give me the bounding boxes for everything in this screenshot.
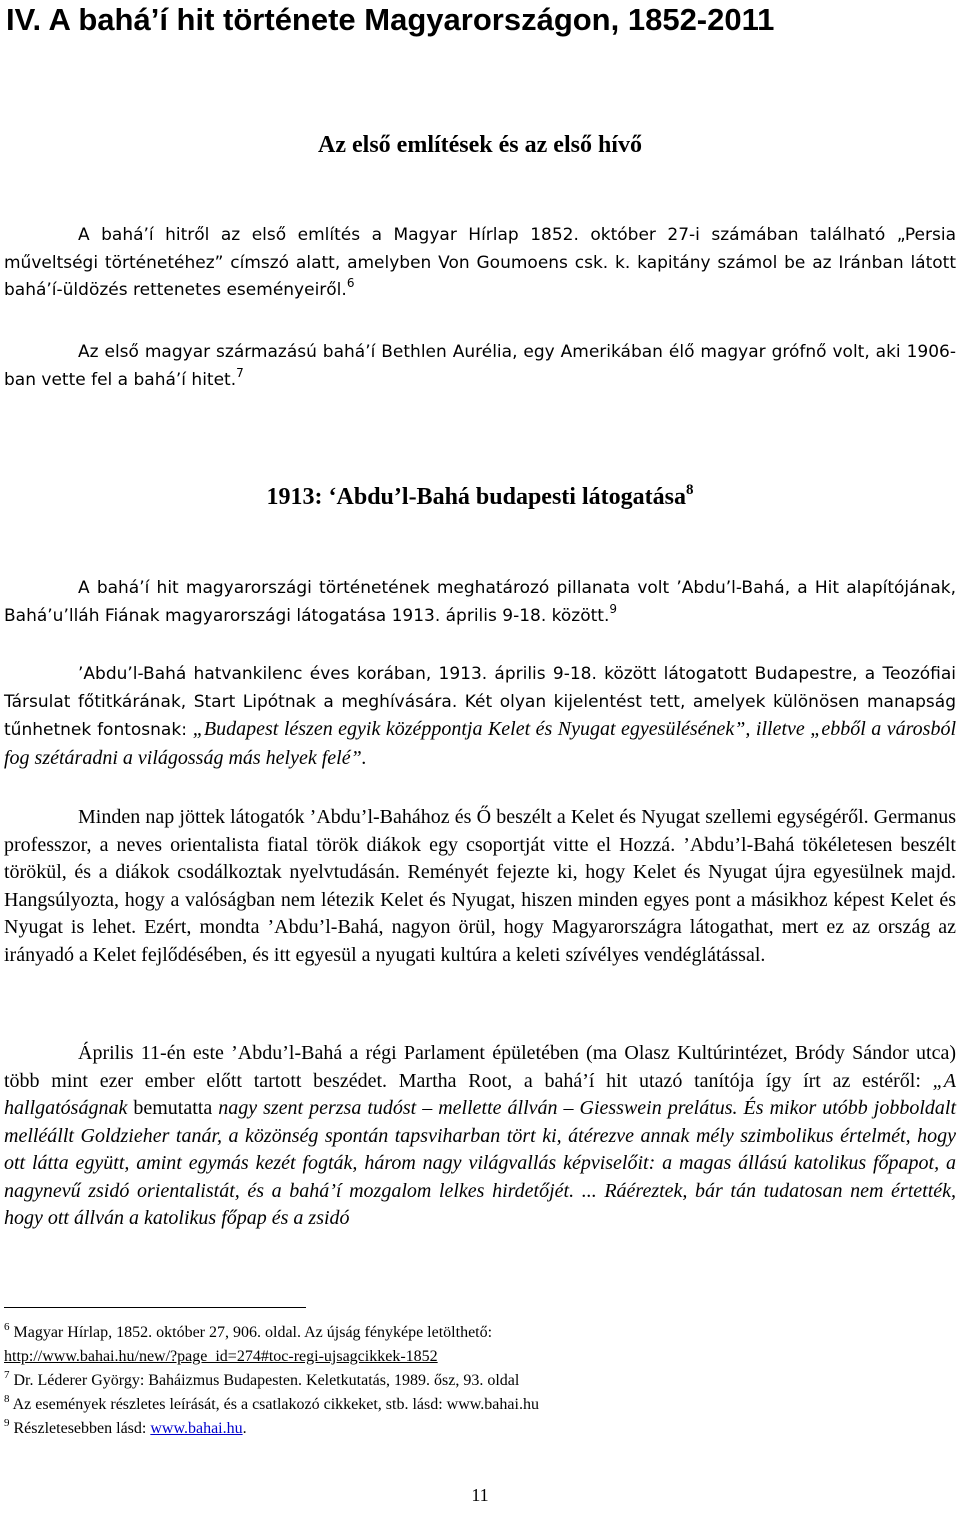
footnote-9: [4, 1419, 954, 1439]
paragraph-text: Április 11-én este ’Abdu’l-Bahá a régi Parlament épületében (ma Olasz Kultúrintézet, Bródy Sándor utca) több mint ezer ember előtt tartott beszédet. Martha Root, a bahá’í hit utazó tanítója így írt az estéről:: [4, 1042, 956, 1092]
footnote-number: 6: [4, 1321, 10, 1333]
section-title-first-mentions: Az első említések és az első hívő: [318, 132, 642, 158]
footnote-text: Részletesebben lásd:: [13, 1420, 151, 1437]
paragraph-text: , illetve: [745, 718, 811, 740]
paragraph-daily-visitors: Minden nap jöttek látogatók ’Abdu’l-Bahához és Ő beszélt a Kelet és Nyugat szellemi egységéről. Germanus professzor, a neves orientalista fiatal török diákok egy csoportját vitte el Hozzá. ’Abdu’l-Bahá tökéletesen beszélt törökül, és a diákok csodálkoztak nyelvtudásán. Reményét fejezte ki, hogy Kelet és Nyugat újra egyesülnek majd. Hangsúlyozta, hogy a valóságban nem létezik Kelet és Nyugat, hiszen minden egyes pont a másikhoz képest Kelet és Nyugat is lehet. Ezért, mondta ’Abdu’l-Bahá, nagyon örül, hogy Magyarországra látogathat, mert ez az ország az irányadó a Kelet fejlődésében, és itt egyesül a nyugati kultúra a keleti szívélyes vendéglátással.: [4, 806, 956, 966]
footnote-separator: [4, 1307, 306, 1308]
footnote-8: [4, 1395, 954, 1415]
footnote-ref-7[interactable]: 7: [236, 365, 244, 380]
footnote-6: [4, 1323, 954, 1343]
paragraph-visit-budapest: [4, 661, 956, 773]
section-title-text: 1913: ‘Abdu’l-Bahá budapesti látogatása: [266, 484, 686, 510]
paragraph-text: Az első magyar származású bahá’í Bethlen Aurélia, egy Amerikában élő magyar grófnő volt, aki 1906-ban vette fel a bahá’í hitet.: [4, 342, 956, 390]
quote-budapest-center: „Budapest lészen egyik középpontja Kelet és Nyugat egyesülésének”: [192, 718, 746, 740]
paragraph-parliament-speech: [4, 1040, 956, 1233]
footnote-ref-8[interactable]: 8: [685, 482, 694, 498]
footnote-number: 8: [4, 1393, 10, 1405]
quote-light-spread: „ebből a városból fog szétáradni a világosság más helyek felé”: [4, 718, 956, 769]
footnote-link[interactable]: www.bahai.hu: [150, 1420, 243, 1437]
footnote-text: Dr. Léderer György: Baháizmus Budapesten. Keletkutatás, 1989. ősz, 93. oldal: [13, 1372, 520, 1389]
quote-martha-root-cont: nagy szent perzsa tudóst – mellette állván – Giesswein prelátus. És mikor utóbb jobboldalt melléállt Goldzieher tanár, a közönség spontán tapsviharban tört ki, átérezve annak mély szimbolikus értelmét, hogy ott látta együtt, amint egymás kezét fogták, három nagy világvallás képviselőit: a magas állású katolikus főpapot, a nagynevű zsidó orientalistát, és a bahá’í mozgalom lelkes hirdetőjét. ... Ráéreztek, bár tán tudatosan nem értették, hogy ott állván a katolikus főpap és a zsidó: [4, 1097, 957, 1229]
footnote-text: .: [242, 1420, 247, 1437]
paragraph-text: A bahá’í hitről az első említés a Magyar Hírlap 1852. október 27-i számában található „Persia műveltségi történetéhez” címszó alatt, amelyben Von Goumoens csk. k. kapitány számol be az Iránban látott bahá’í-üldözés rettenetes eseményeiről.: [4, 225, 956, 300]
footnote-6-url: [4, 1347, 954, 1367]
paragraph-first-believer: [4, 339, 956, 394]
footnote-number: 9: [4, 1417, 10, 1429]
paragraph-first-mention: [4, 222, 956, 305]
footnote-ref-6[interactable]: 6: [346, 276, 355, 290]
paragraph-defining-moment: [4, 575, 956, 630]
quote-martha-root: „A hallgatóságnak: [4, 1069, 956, 1119]
footnote-7: [4, 1371, 954, 1391]
footnote-text: Magyar Hírlap, 1852. október 27, 906. oldal. Az újság fényképe letölthető:: [13, 1324, 493, 1341]
footnote-text: Az események részletes leírását, és a csatlakozó cikkeket, stb. lásd: www.bahai.hu: [12, 1396, 539, 1413]
paragraph-text: ’Abdu’l-Bahá hatvankilenc éves korában, 1913. április 9-18. között látogatott Budapestre, a Teozófiai Társulat főtitkárának, Start Lipótnak a meghívására. Két olyan kijelentést tett, amelyek különösen manapság tűnhetnek fontosnak:: [4, 664, 956, 740]
footnote-ref-9[interactable]: 9: [609, 601, 617, 616]
paragraph-text: bemutatta: [127, 1097, 219, 1119]
page-number: 11: [471, 1485, 489, 1505]
footnote-number: 7: [4, 1369, 10, 1381]
footnote-link[interactable]: http://www.bahai.hu/new/?page_id=274#toc-regi-ujsagcikkek-1852: [4, 1348, 438, 1365]
chapter-title: IV. A bahá’í hit története Magyarországon, 1852-2011: [6, 2, 775, 37]
paragraph-text: .: [361, 746, 367, 769]
section-title-visit: [0, 482, 960, 512]
paragraph-text: A bahá’í hit magyarországi történetének meghatározó pillanata volt ’Abdu’l-Bahá, a Hit alapítójának, Bahá’u’lláh Fiának magyarországi látogatása 1913. április 9-18. között.: [4, 578, 956, 626]
